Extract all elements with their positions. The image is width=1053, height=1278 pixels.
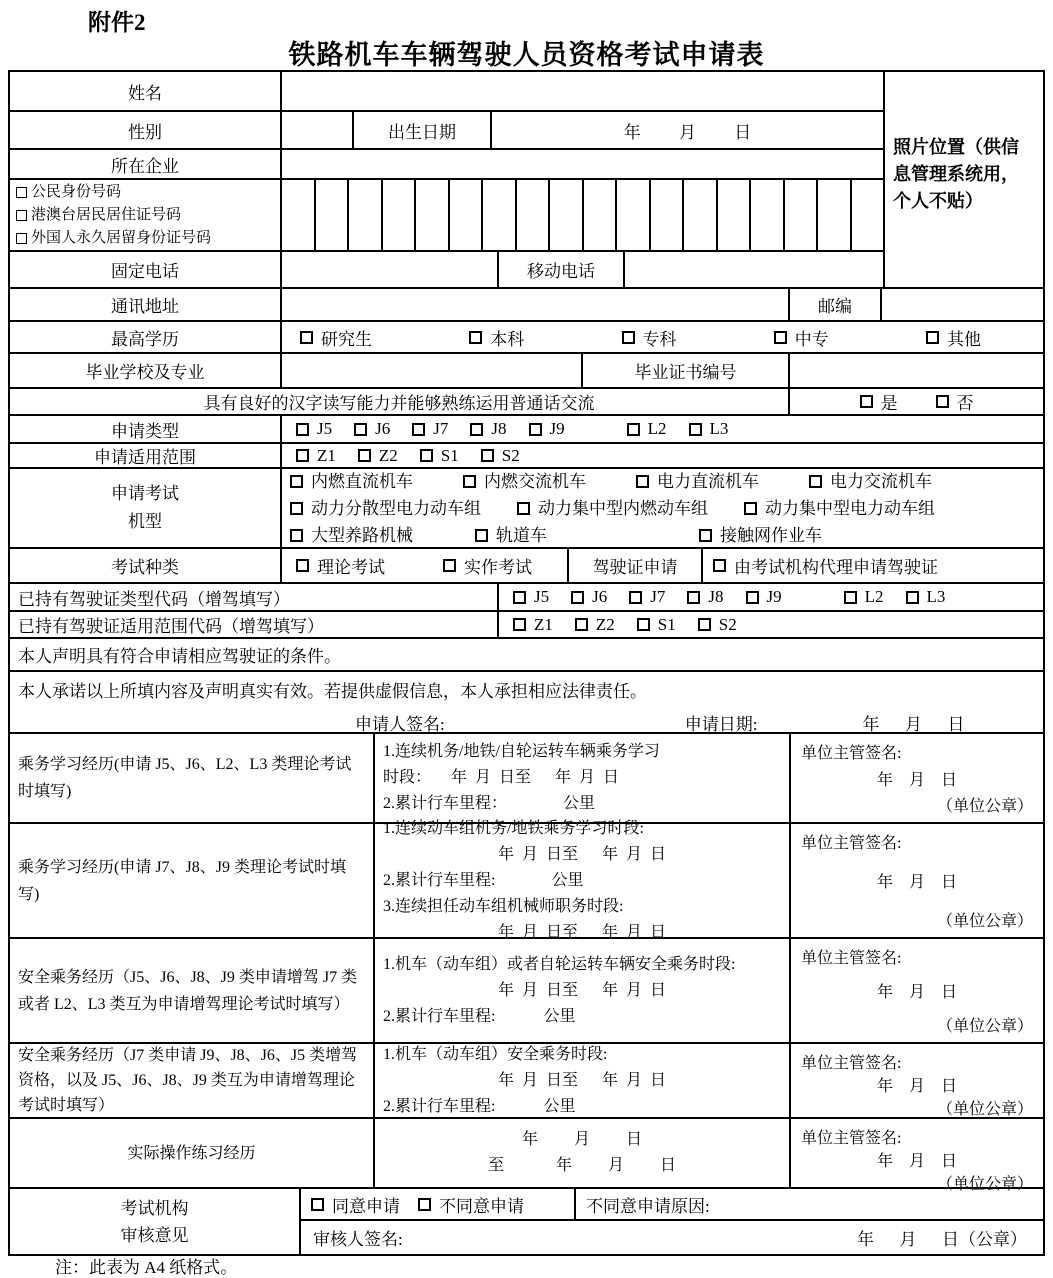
checkbox-icon [636,475,649,488]
option-label: Z2 [595,614,615,634]
practice-sign-cell [791,1119,1043,1193]
option-label: 大型养路机械 [311,525,413,545]
name-label: 姓名 [10,72,282,110]
row-address [10,289,1043,322]
checkbox-z2[interactable] [358,446,398,466]
checkbox-s2[interactable] [481,446,520,466]
apply-scope-options [282,444,1043,467]
exp4-line1: 1.机车（动车组）安全乘务时段: [383,1045,608,1063]
review-decision-options [301,1189,576,1219]
id-digit-cell[interactable] [483,180,517,250]
checkbox-theory-exam[interactable] [296,553,385,578]
option-label: 理论考试 [317,558,385,577]
checkbox-j5[interactable] [296,419,332,439]
option-label: J6 [375,419,391,438]
checkbox-icon [481,449,494,462]
company-seal-label: （单位公章） [936,913,1033,930]
checkbox-rail-car[interactable] [475,522,547,549]
row-exp3 [10,939,1043,1044]
option-label: 港澳台居民居住证号码 [31,206,182,223]
option-label: 动力集中型内燃动车组 [538,498,708,518]
checkbox-reject[interactable] [418,1192,524,1217]
option-label: S2 [501,445,520,465]
checkbox-diesel-dc-loco[interactable] [290,468,413,495]
exp3-label: 安全乘务经历（J5、J6、J8、J9 类申请增驾 J7 类或者 L2、L3 类互为申请增驾理论考试时填写） [10,939,375,1042]
checkbox-icon [418,1198,431,1211]
agent-apply-option-cell [703,549,1043,582]
checkbox-icon [571,591,584,604]
declaration-text: 本人声明具有符合申请相应驾驶证的条件。 [18,647,341,666]
checkbox-icon [689,423,702,436]
checkbox-held-s1[interactable] [637,615,676,635]
apply-type-label: 申请类型 [10,416,282,442]
row-apply-scope [10,444,1043,469]
checkbox-hk-mo-tw-residence-id[interactable] [16,204,181,227]
id-number-grid [282,180,883,250]
exp2-line3[interactable]: 2.累计行车里程: 公里 [383,871,584,889]
checkbox-z1[interactable] [296,446,336,466]
checkbox-held-j8[interactable] [687,587,723,607]
checkbox-postgraduate[interactable] [300,325,372,350]
option-label: 否 [956,394,974,413]
supervisor-sign-label[interactable]: 单位主管签名: [801,1055,902,1072]
mobile-phone-input-cell[interactable] [625,252,883,287]
option-label: 轨道车 [496,525,547,545]
loco-type-label-line2: 机型 [128,512,162,531]
held-scope-options [499,612,1043,637]
fixed-phone-label: 固定电话 [10,252,282,287]
id-digit-cell[interactable] [617,180,651,250]
option-label: J8 [708,587,724,606]
sign-date-placeholder[interactable]: 年 月 日 [876,1153,957,1170]
checkbox-practical-exam[interactable] [443,553,532,578]
address-label: 通讯地址 [10,289,282,320]
photo-placeholder-cell: 照片位置（供信息管理系统用，个人不贴） [883,72,1043,287]
checkbox-j9[interactable] [529,419,565,439]
address-input-cell[interactable] [282,289,790,320]
row-education [10,322,1043,354]
exp1-line2[interactable]: 时段： 年 月 日至 年 月 日 [383,769,620,786]
exp2-content [375,819,791,941]
fixed-phone-input-cell[interactable] [282,252,499,287]
exp4-sign-cell [791,1044,1043,1117]
id-digit-cell[interactable] [416,180,450,250]
supervisor-sign-label[interactable]: 单位主管签名: [801,950,902,967]
company-seal-label: （单位公章） [936,1018,1033,1035]
row-practice [10,1119,1043,1193]
checkbox-icon [926,331,939,344]
checkbox-track-maintenance-machine[interactable] [290,522,413,549]
checkbox-icon [296,449,309,462]
checkbox-icon [744,502,757,515]
option-label: 动力集中型电力动车组 [765,498,935,518]
held-type-options [499,584,1043,610]
birth-date-label: 出生日期 [354,112,492,148]
checkbox-icon [844,591,857,604]
checkbox-icon [713,559,726,572]
id-digit-cell[interactable] [684,180,718,250]
checkbox-icon [629,591,642,604]
option-label: 电力交流机车 [830,471,932,491]
row-held-scope [10,612,1043,639]
mandarin-statement: 具有良好的汉字读写能力并能够熟练运用普通话交流 [10,389,790,414]
exp1-content [375,734,791,822]
option-label: 由考试机构代理申请驾驶证 [734,558,938,577]
review-right [301,1189,1043,1254]
review-date-placeholder[interactable]: 年 月 日（公章） [857,1230,1027,1249]
checkbox-no[interactable] [936,389,974,414]
mandarin-options [790,389,1043,414]
sign-date-placeholder[interactable]: 年 月 日 [876,984,957,1001]
checkbox-icon [300,331,313,344]
checkbox-icon [469,331,482,344]
exp2-line2[interactable]: 年 月 日至 年 月 日 [497,845,666,863]
checkbox-icon [637,618,650,631]
loco-options-line3 [290,522,1035,549]
checkbox-held-l3[interactable] [906,587,946,607]
checkbox-icon [622,331,635,344]
checkbox-j8[interactable] [470,419,506,439]
row-exp1 [10,734,1043,824]
checkbox-yes[interactable] [860,389,898,414]
exp4-line2[interactable]: 年 月 日至 年 月 日 [497,1071,666,1089]
exp3-line3[interactable]: 2.累计行车里程: 公里 [383,1007,576,1025]
birth-date-input-cell[interactable]: 年 月 日 [623,122,752,142]
reject-reason-label[interactable]: 不同意申请原因: [586,1196,710,1216]
row-apply-type [10,416,1043,444]
row-exp2 [10,819,1043,941]
loco-options-line1 [290,468,1035,495]
promise-text: 本人承诺以上所填内容及声明真实有效。若提供虚假信息，本人承担相应法律责任。 [18,682,647,701]
checkbox-held-j9[interactable] [746,587,782,607]
apply-type-options [282,416,1043,442]
checkbox-electric-ac-loco[interactable] [809,468,932,495]
practice-line2[interactable]: 至 年 月 日 [487,1157,676,1174]
checkbox-electric-dc-loco[interactable] [636,468,759,495]
checkbox-l2[interactable] [627,419,667,439]
row-held-type [10,584,1043,612]
checkbox-icon [517,502,530,515]
company-seal-label: （单位公章） [936,1176,1033,1193]
checkbox-icon [906,591,919,604]
checkbox-icon [290,529,303,542]
checkbox-icon [354,423,367,436]
checkbox-icon [699,529,712,542]
option-label: 中专 [794,329,829,349]
supervisor-sign-label[interactable]: 单位主管签名: [801,835,902,852]
name-input-cell[interactable] [282,72,883,110]
checkbox-icon [627,423,640,436]
id-type-options [10,180,282,250]
reviewer-sign-label[interactable]: 审核人签名: [313,1230,403,1249]
option-label: Z1 [317,445,336,465]
exp1-line1: 1.连续机务/地铁/自轮运转车辆乘务学习 [383,743,660,760]
checkbox-icon [311,1198,324,1211]
checkbox-held-j6[interactable] [571,587,607,607]
checkbox-centralized-emu[interactable] [744,495,935,522]
id-digit-cell[interactable] [718,180,752,250]
checkbox-bachelor[interactable] [469,325,524,350]
apply-scope-label: 申请适用范围 [10,444,282,467]
option-label: J5 [534,587,550,606]
exp3-sign-cell [791,939,1043,1042]
checkbox-icon [860,395,873,408]
option-label: L2 [647,419,667,438]
review-label-line2: 审核意见 [120,1225,189,1245]
attachment-label: 附件2 [88,10,146,35]
exp4-line3[interactable]: 2.累计行车里程: 公里 [383,1097,576,1115]
checkbox-held-l2[interactable] [844,587,884,607]
option-label: 研究生 [321,329,372,349]
row-id-number [10,180,883,252]
checkbox-held-j5[interactable] [513,587,549,607]
checkbox-icon [529,423,542,436]
option-label: 实作考试 [464,558,532,577]
postcode-input-cell[interactable] [882,289,1043,320]
checkbox-icon [443,559,456,572]
exp3-content [375,939,791,1042]
option-label: 同意申请 [332,1196,400,1216]
id-digit-cell[interactable] [383,180,417,250]
checkbox-icon [16,187,27,198]
checkbox-icon [746,591,759,604]
option-label: 内燃交流机车 [484,471,586,491]
checkbox-icon [16,210,27,221]
certificate-input-cell[interactable] [790,354,1043,387]
practice-content [375,1119,791,1187]
exp1-label: 乘务学习经历(申请 J5、J6、L2、L3 类理论考试时填写) [10,734,375,822]
sign-date-placeholder[interactable]: 年 月 日 [876,1078,957,1095]
checkbox-icon [290,475,303,488]
checkbox-icon [296,423,309,436]
row-review [10,1189,1043,1254]
loco-type-label-line1: 申请考试 [111,484,179,503]
option-label: 不同意申请 [439,1196,524,1216]
id-digit-cell[interactable] [852,180,884,250]
row-name [10,72,883,112]
id-digit-cell[interactable] [450,180,484,250]
exp4-label: 安全乘务经历（J7 类申请 J9、J8、J6、J5 类增驾资格，以及 J5、J6、J8、J9 类互为申请增驾理论考试时填写） [10,1044,375,1117]
loco-type-options [282,469,1043,547]
checkbox-held-z2[interactable] [575,615,615,635]
checkbox-held-s2[interactable] [698,615,737,635]
row-promise [10,672,1043,734]
row-mandarin [10,389,1043,416]
id-digit-cell[interactable] [550,180,584,250]
practice-label: 实际操作练习经历 [10,1119,375,1187]
exp4-content [375,1044,791,1117]
id-digit-cell[interactable] [651,180,685,250]
row-loco-type [10,469,1043,549]
license-apply-label: 驾驶证申请 [569,549,703,582]
checkbox-icon [290,502,303,515]
id-digit-cell[interactable] [751,180,785,250]
checkbox-foreigner-permanent-id[interactable] [16,227,211,250]
option-label: 公民身份号码 [31,183,122,200]
option-label: L3 [709,419,729,438]
id-digit-cell[interactable] [818,180,852,250]
option-label: S1 [440,445,459,465]
id-digit-cell[interactable] [785,180,819,250]
option-label: 专科 [642,329,677,349]
checkbox-citizen-id[interactable] [16,181,121,204]
id-digit-cell[interactable] [316,180,350,250]
exp2-line1: 1.连续动车组机务/地铁乘务学习时段: [383,819,644,837]
company-label: 所在企业 [10,150,282,178]
mobile-phone-label: 移动电话 [499,252,625,287]
checkbox-j7[interactable] [412,419,448,439]
id-digit-cell[interactable] [282,180,316,250]
id-digit-cell[interactable] [584,180,618,250]
exp2-line4: 3.连续担任动车组机械师职务时段: [383,897,624,915]
checkbox-l3[interactable] [689,419,729,439]
review-label-line1: 考试机构 [120,1198,189,1218]
checkbox-centralized-diesel-mu[interactable] [517,495,708,522]
review-sign-row [301,1221,1043,1254]
checkbox-approve[interactable] [311,1192,400,1217]
option-label: 接触网作业车 [720,525,822,545]
checkbox-icon [809,475,822,488]
company-seal-label: （单位公章） [936,798,1033,815]
checkbox-distributed-emu[interactable] [290,495,481,522]
education-options [282,322,1043,352]
checkbox-icon [687,591,700,604]
checkbox-icon [475,529,488,542]
checkbox-icon [463,475,476,488]
school-input-cell[interactable] [282,354,583,387]
row-phone [10,252,883,287]
checkbox-icon [16,233,27,244]
row-exp4 [10,1044,1043,1119]
checkbox-icon [936,395,949,408]
promise-sign-line [10,710,1043,735]
checkbox-icon [296,559,309,572]
practice-line1[interactable]: 年 月 日 [521,1131,642,1148]
checkbox-secondary[interactable] [774,325,829,350]
checkbox-college[interactable] [622,325,677,350]
option-label: Z2 [378,445,398,465]
exp1-sign-cell [791,734,1043,822]
checkbox-held-j7[interactable] [629,587,665,607]
exp1-line3[interactable]: 2.累计行车里程： 公里 [383,795,596,812]
sign-date-placeholder[interactable]: 年 月 日 [876,874,957,891]
apply-date-label: 申请日期: [684,715,758,734]
checkbox-catenary-work-vehicle[interactable] [699,522,822,549]
gender-label: 性别 [10,112,282,148]
option-label: L3 [926,587,946,606]
footnote: 注：此表为 A4 纸格式。 [55,1258,238,1277]
loco-options-line2 [290,495,1035,522]
row-company [10,150,883,180]
option-label: S2 [718,614,737,634]
exp2-sign-cell [791,824,1043,937]
checkbox-agent-apply-license[interactable] [713,553,938,578]
option-label: 本科 [490,329,525,349]
option-label: 内燃直流机车 [311,471,413,491]
row-school [10,354,1043,389]
supervisor-sign-label[interactable]: 单位主管签名: [801,745,902,762]
checkbox-icon [513,591,526,604]
supervisor-sign-label[interactable]: 单位主管签名: [801,1130,902,1147]
checkbox-icon [358,449,371,462]
school-label: 毕业学校及专业 [10,354,282,387]
option-label: 外国人永久居留身份证号码 [31,229,212,246]
exam-kind-label: 考试种类 [10,549,282,582]
sign-date-placeholder[interactable]: 年 月 日 [876,771,957,789]
id-digit-cell[interactable] [517,180,551,250]
option-label: J9 [549,419,565,438]
id-digit-cell[interactable] [349,180,383,250]
checkbox-icon [774,331,787,344]
gender-input-cell[interactable] [282,112,354,148]
company-seal-label: （单位公章） [936,1101,1033,1118]
exp2-label: 乘务学习经历(申请 J7、J8、J9 类理论考试时填写) [10,824,375,937]
row-declaration [10,639,1043,672]
certificate-label: 毕业证书编号 [583,354,790,387]
option-label: 其他 [947,329,981,349]
checkbox-icon [698,618,711,631]
exam-kind-options [282,549,569,582]
option-label: Z1 [534,614,553,634]
checkbox-icon [420,449,433,462]
checkbox-s1[interactable] [420,446,459,466]
loco-type-label [10,469,282,547]
option-label: J6 [592,587,608,606]
checkbox-diesel-ac-loco[interactable] [463,468,586,495]
option-label: J7 [650,587,666,606]
exp3-line1: 1.机车（动车组）或者自轮运转车辆安全乘务时段: [383,955,736,973]
option-label: J7 [433,419,449,438]
top-block [10,72,1043,289]
page-title: 铁路机车车辆驾驶人员资格考试申请表 [288,40,765,71]
checkbox-icon [513,618,526,631]
form-table [8,70,1045,1256]
row-gender-birth [10,112,883,150]
held-scope-label: 已持有驾驶证适用范围代码（增驾填写） [10,612,499,637]
review-decision-row [301,1189,1043,1221]
row-exam-kind [10,549,1043,584]
option-label: J9 [766,587,782,606]
option-label: 电力直流机车 [657,471,759,491]
education-label: 最高学历 [10,322,282,352]
apply-date-placeholder[interactable]: 年 月 日 [862,715,965,734]
checkbox-icon [470,423,483,436]
checkbox-held-z1[interactable] [513,615,553,635]
checkbox-other[interactable] [926,325,981,350]
option-label: J5 [317,419,333,438]
applicant-sign-label[interactable]: 申请人签名: [355,715,445,734]
exp3-line2[interactable]: 年 月 日至 年 月 日 [497,981,666,999]
option-label: S1 [657,614,676,634]
review-label [10,1189,301,1254]
option-label: L2 [864,587,884,606]
checkbox-icon [412,423,425,436]
option-label: J8 [491,419,507,438]
checkbox-icon [575,618,588,631]
postcode-label: 邮编 [790,289,882,320]
exp2-line5[interactable]: 年 月 日至 年 月 日 [497,923,666,941]
option-label: 是 [880,394,898,413]
option-label: 动力分散型电力动车组 [311,498,481,518]
held-type-label: 已持有驾驶证类型代码（增驾填写） [10,584,499,610]
company-input-cell[interactable] [282,150,883,178]
checkbox-j6[interactable] [354,419,390,439]
